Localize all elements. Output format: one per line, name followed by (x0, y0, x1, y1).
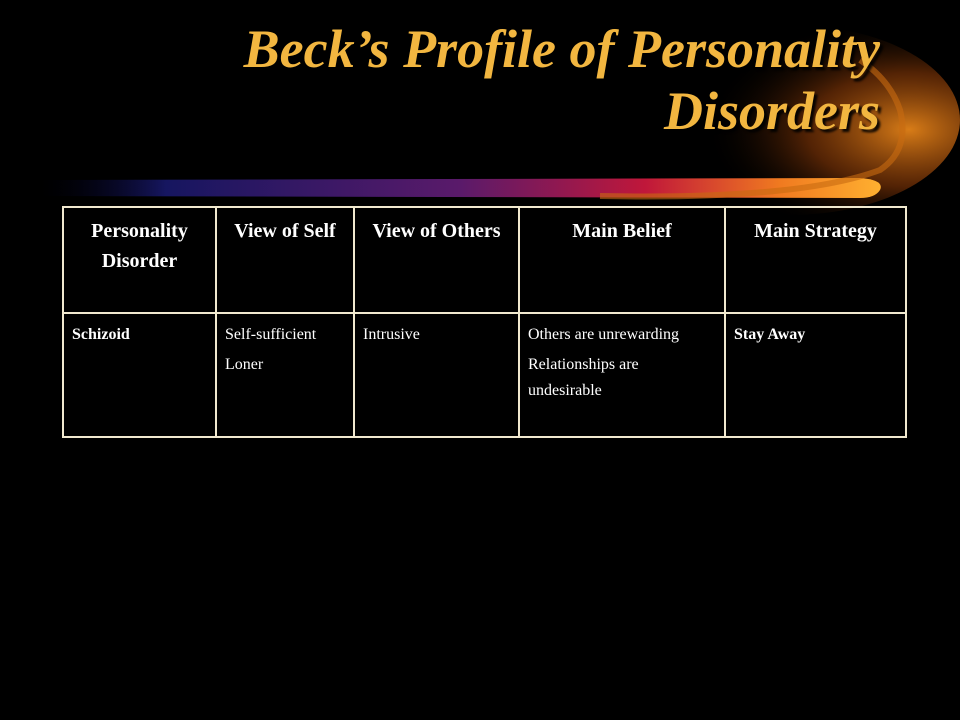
main-belief-item: Relationships are undesirable (528, 356, 639, 399)
personality-table (62, 206, 907, 438)
title-line-1: Beck’s Profile of Personality (243, 19, 880, 79)
title-line-2: Disorders (663, 81, 880, 141)
cell-disorder: Schizoid (63, 313, 216, 437)
header-personality-disorder: Personality Disorder (63, 207, 216, 313)
cell-main-belief (519, 313, 725, 437)
main-belief-item: Others are unrewarding (528, 326, 680, 343)
view-of-self-item: Loner (225, 356, 264, 373)
cell-view-of-self (216, 313, 354, 437)
table-row (63, 313, 906, 437)
header-view-of-others: View of Others (354, 207, 519, 313)
cell-view-of-others: Intrusive (354, 313, 519, 437)
header-view-of-self: View of Self (216, 207, 354, 313)
view-of-self-item: Self-sufficient (225, 326, 317, 343)
slide-title (120, 18, 880, 142)
header-main-belief: Main Belief (519, 207, 725, 313)
table-header-row (63, 207, 906, 313)
cell-main-strategy: Stay Away (725, 313, 906, 437)
header-main-strategy: Main Strategy (725, 207, 906, 313)
